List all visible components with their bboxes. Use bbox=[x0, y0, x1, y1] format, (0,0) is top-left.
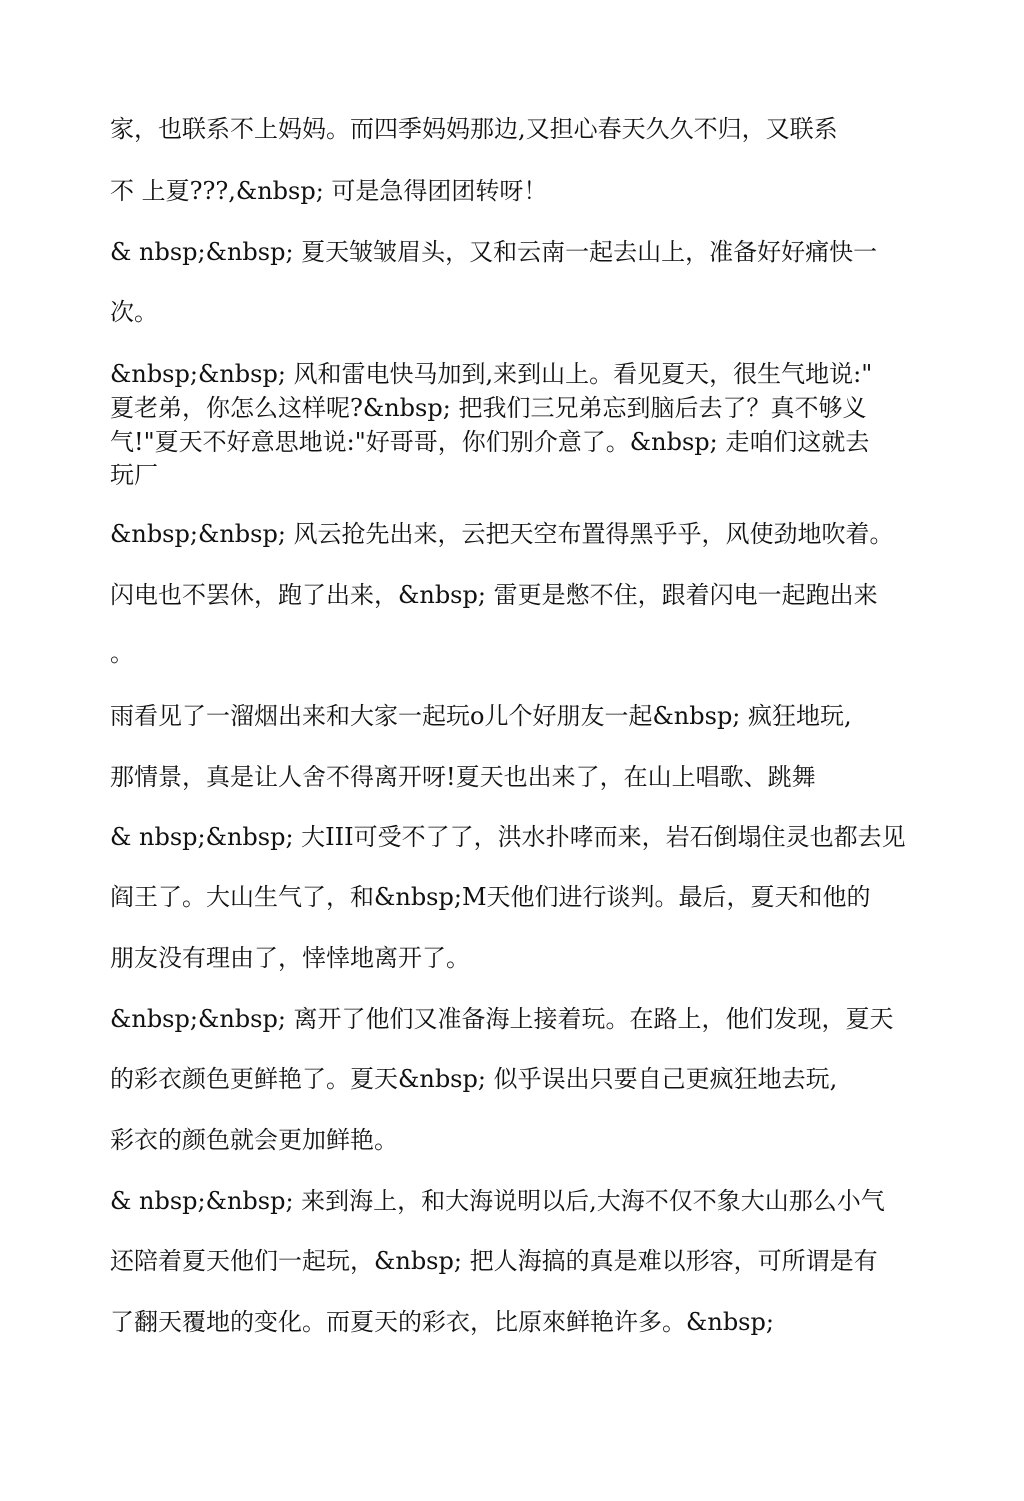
text-line: 的彩衣颜色更鲜艳了。夏天&nbsp; 似乎误出只要自己更疯狂地去玩, bbox=[110, 1065, 838, 1093]
text-line: 了翻天覆地的变化。而夏天的彩衣，比原來鲜艳许多。&nbsp; bbox=[110, 1308, 774, 1336]
text-line: 那情景，真是让人舍不得离开呀!夏天也出来了，在山上唱歌、跳舞 bbox=[110, 763, 816, 791]
text-line: 次。 bbox=[110, 298, 158, 326]
text-line: 不 上夏???,&nbsp; 可是急得团团转呀！ bbox=[110, 177, 548, 205]
text-line: &nbsp;&nbsp; 离开了他们又准备海上接着玩。在路上，他们发现，夏天 bbox=[110, 1005, 894, 1033]
text-line: 家，也联系不上妈妈。而四季妈妈那边,又担心春天久久不归，又联系 bbox=[110, 115, 838, 143]
text-line: 玩厂 bbox=[110, 461, 158, 489]
text-line: & nbsp;&nbsp; 来到海上，和大海说明以后,大海不仅不象大山那么小气 bbox=[110, 1187, 885, 1215]
text-line: 夏老弟，你怎么这样呢?&nbsp; 把我们三兄弟忘到脑后去了？真不够义 bbox=[110, 394, 867, 422]
text-line: 朋友没有理由了，悻悻地离开了。 bbox=[110, 944, 470, 972]
text-line: 还陪着夏天他们一起玩，&nbsp; 把人海搞的真是难以形容，可所谓是有 bbox=[110, 1247, 878, 1275]
text-line: 气!"夏天不好意思地说:"好哥哥，你们别介意了。&nbsp; 走咱们这就去 bbox=[110, 428, 870, 456]
text-line: &nbsp;&nbsp; 风和雷电快马加到,来到山上。看见夏天，很生气地说:" bbox=[110, 360, 873, 388]
text-line: & nbsp;&nbsp; 大III可受不了了，洪水扑哮而来，岩石倒塌住灵也都去见 bbox=[110, 823, 906, 851]
text-line: 。 bbox=[110, 639, 134, 667]
text-line: &nbsp;&nbsp; 风云抢先出来，云把天空布置得黑乎乎，风使劲地吹着。 bbox=[110, 520, 894, 548]
text-line: & nbsp;&nbsp; 夏天皱皱眉头，又和云南一起去山上，准备好好痛快一 bbox=[110, 238, 878, 266]
text-line: 雨看见了一溜烟出来和大家一起玩o儿个好朋友一起&nbsp; 疯狂地玩, bbox=[110, 702, 852, 730]
text-line: 闪电也不罢休，跑了出来，&nbsp; 雷更是憋不住，跟着闪电一起跑出来 bbox=[110, 581, 878, 609]
text-line: 彩衣的颜色就会更加鲜艳。 bbox=[110, 1126, 398, 1154]
text-line: 阎王了。大山生气了，和&nbsp;M天他们进行谈判。最后，夏天和他的 bbox=[110, 883, 871, 911]
